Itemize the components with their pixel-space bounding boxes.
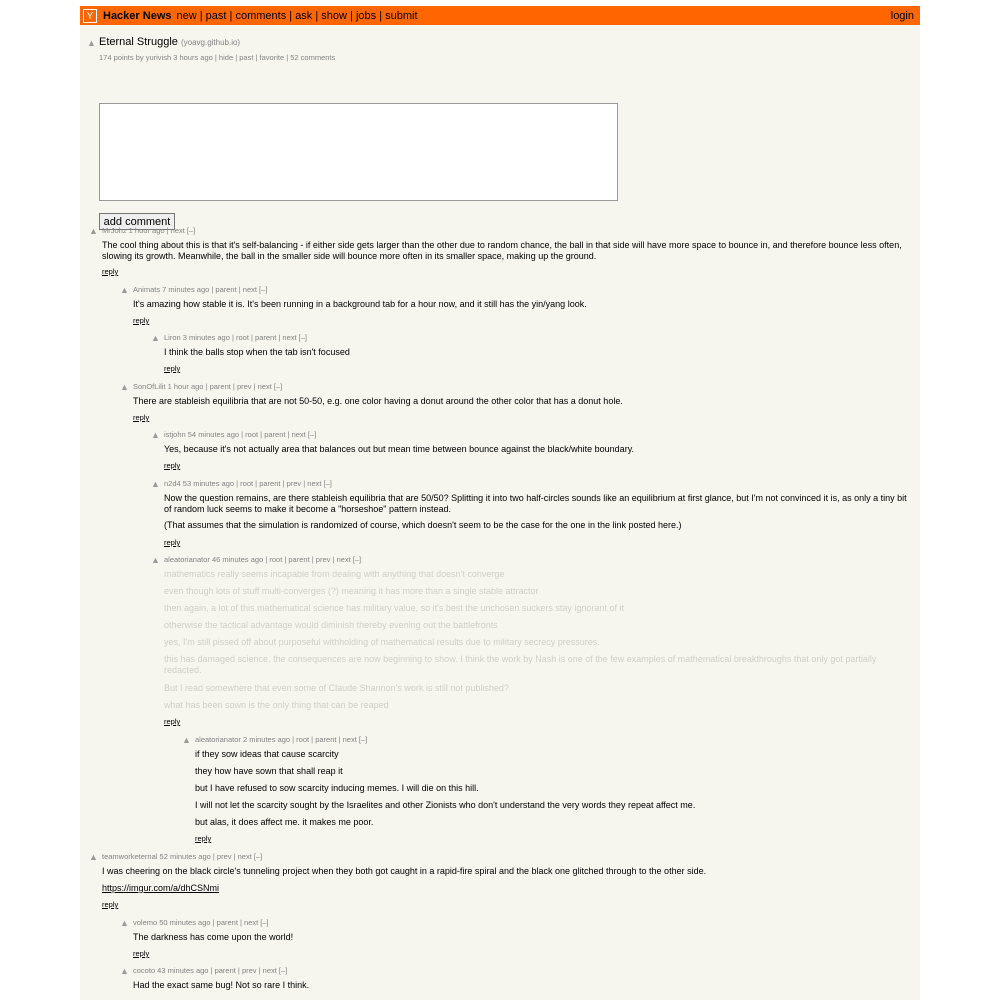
comment-text: then again, a lot of this mathematical science has military value, so it's best the unchosen suckers stay ignorant of it [164, 603, 624, 613]
add-comment-button[interactable]: add comment [99, 213, 175, 230]
reply-link[interactable]: reply [102, 900, 119, 909]
comment-text: even though lots of stuff multi-converges (?) meaning it has more than a single stable attractor [164, 586, 539, 596]
reply-link[interactable]: reply [164, 538, 181, 547]
nav-submit[interactable]: submit [385, 9, 418, 22]
comment-text: Had the exact same bug! Not so rare I think. [133, 980, 310, 990]
comment-head[interactable]: istjohn 54 minutes ago | root | parent | next [–] [164, 430, 317, 439]
comment-text: I think the balls stop when the tab isn't focused [164, 347, 350, 357]
upvote-arrow-icon[interactable]: ▲ [151, 555, 160, 565]
comment-text: The cool thing about this is that it's self-balancing - if either side gets larger than the other due to random chance, the ball in that side will have more space to bounce in, and therefore bounce less often, slowing its growth. Meanwhile, the ball in the smaller side will bounce more often in its smaller space, making up the ground. [102, 240, 902, 261]
comment-text: yes, I'm still pissed off about purposeful withholding of mathematical results due to military secrecy pressures. [164, 637, 600, 647]
comment-text: otherwise the tactical advantage would diminish thereby evening out the battlefronts [164, 620, 498, 630]
page-container [80, 6, 920, 1000]
story-title-link[interactable]: Eternal Struggle [99, 36, 178, 48]
comment-text: (That assumes that the simulation is randomized of course, which doesn't seem to be the case for the one in the link posted here.) [164, 520, 682, 530]
nav-links: new | past | comments | ask | show | jobs | submit [176, 9, 418, 22]
comment-text: But I read somewhere that even some of Claude Shannon's work is still not published? [164, 683, 509, 693]
reply-link[interactable]: reply [164, 364, 181, 373]
top-bar [80, 6, 920, 25]
comment-head[interactable]: Animats 7 minutes ago | parent | next [–] [133, 285, 268, 294]
comment-text: if they sow ideas that cause scarcity [195, 749, 339, 759]
comment-text: I will not let the scarcity sought by the Israelites and other Zionists who don't understand the very words they repeat affect me. [195, 800, 696, 810]
nav-comments[interactable]: comments [235, 9, 287, 22]
upvote-arrow-icon[interactable]: ▲ [87, 38, 96, 48]
comment-head[interactable]: aleatorianator 46 minutes ago | root | parent | prev | next [–] [164, 555, 362, 564]
comment-text: Yes, because it's not actually area that balances out but mean time between bounce against the black/white boundary. [164, 444, 635, 454]
comment-head[interactable]: MrJohz 1 hour ago | next [–] [102, 226, 196, 235]
comment-text: what has been sown is the only thing that can be reaped [164, 700, 389, 710]
reply-link[interactable]: reply [195, 834, 212, 843]
y-logo-icon[interactable]: Y [83, 9, 97, 23]
upvote-arrow-icon[interactable]: ▲ [151, 430, 160, 440]
upvote-arrow-icon[interactable]: ▲ [151, 333, 160, 343]
comment-head[interactable]: aleatorianator 2 minutes ago | root | parent | next [–] [195, 735, 368, 744]
nav-new[interactable]: new [176, 9, 197, 22]
upvote-arrow-icon[interactable]: ▲ [120, 285, 129, 295]
comment-text: they how have sown that shall reap it [195, 766, 343, 776]
comment-text: but alas, it does affect me. it makes me poor. [195, 817, 374, 827]
nav-show[interactable]: show [321, 9, 347, 22]
comment-head[interactable]: n2d4 53 minutes ago | root | parent | prev | next [–] [164, 479, 332, 488]
upvote-arrow-icon[interactable]: ▲ [151, 479, 160, 489]
story-subtext: 174 points by yurivish 3 hours ago | hide | past | favorite | 52 comments [99, 53, 336, 62]
comment-text: Now the question remains, are there stableish equilibria that are 50/50? Splitting it into two half-circles sounds like an equilibrium at first glance, but I'm not convinced it is, as only a tiny bit of random luck seems to make it become a "horseshoe" pattern instead. [164, 493, 907, 514]
reply-link[interactable]: reply [133, 949, 150, 958]
comment-head[interactable]: teamworketernal 52 minutes ago | prev | next [–] [102, 852, 263, 861]
upvote-arrow-icon[interactable]: ▲ [120, 382, 129, 392]
upvote-arrow-icon[interactable]: ▲ [182, 735, 191, 745]
comment-link[interactable]: https://imgur.com/a/dhCSNmi [102, 883, 220, 893]
reply-link[interactable]: reply [164, 461, 181, 470]
comment-head[interactable]: cocoto 43 minutes ago | parent | prev | next [–] [133, 966, 288, 975]
upvote-arrow-icon[interactable]: ▲ [89, 226, 98, 236]
comment-head[interactable]: Liron 3 minutes ago | root | parent | next [–] [164, 333, 308, 342]
nav-ask[interactable]: ask [295, 9, 313, 22]
comment-text: I was cheering on the black circle's tunneling project when they both got caught in a rapid-fire spiral and the black one glitched through to the other side. [102, 866, 707, 876]
reply-link[interactable]: reply [102, 267, 119, 276]
comment-text: this has damaged science. the consequences are now beginning to show. I think the work by Nash is one of the few examples of mathematical breakthroughs that only got partially redacted. [164, 654, 877, 675]
story-title-row [99, 36, 240, 48]
reply-link[interactable]: reply [164, 717, 181, 726]
comment-text: but I have refused to sow scarcity inducing memes. I will die on this hill. [195, 783, 479, 793]
comment-text: It's amazing how stable it is. It's been running in a background tab for a hour now, and it still has the yin/yang look. [133, 299, 587, 309]
nav-jobs[interactable]: jobs [355, 9, 377, 22]
comment-text: The darkness has come upon the world! [133, 932, 294, 942]
comment-head[interactable]: SonOfLilit 1 hour ago | parent | prev | next [–] [133, 382, 283, 391]
comment-text: mathematics really seems incapable from dealing with anything that doesn't converge [164, 569, 505, 579]
comment-text: There are stableish equilibria that are not 50-50, e.g. one color having a donut around the other color that has a donut hole. [133, 396, 623, 406]
login-link[interactable]: login [890, 9, 914, 22]
nav-past[interactable]: past [205, 9, 227, 22]
reply-link[interactable]: reply [133, 413, 150, 422]
upvote-arrow-icon[interactable]: ▲ [120, 966, 129, 976]
site-name-link[interactable]: Hacker News [103, 9, 172, 22]
upvote-arrow-icon[interactable]: ▲ [120, 918, 129, 928]
comment-textarea[interactable] [99, 103, 618, 201]
comment-head[interactable]: volemo 50 minutes ago | parent | next [–] [133, 918, 269, 927]
reply-link[interactable]: reply [133, 316, 150, 325]
upvote-arrow-icon[interactable]: ▲ [89, 852, 98, 862]
story-site[interactable]: (yoavg.github.io) [180, 38, 241, 47]
